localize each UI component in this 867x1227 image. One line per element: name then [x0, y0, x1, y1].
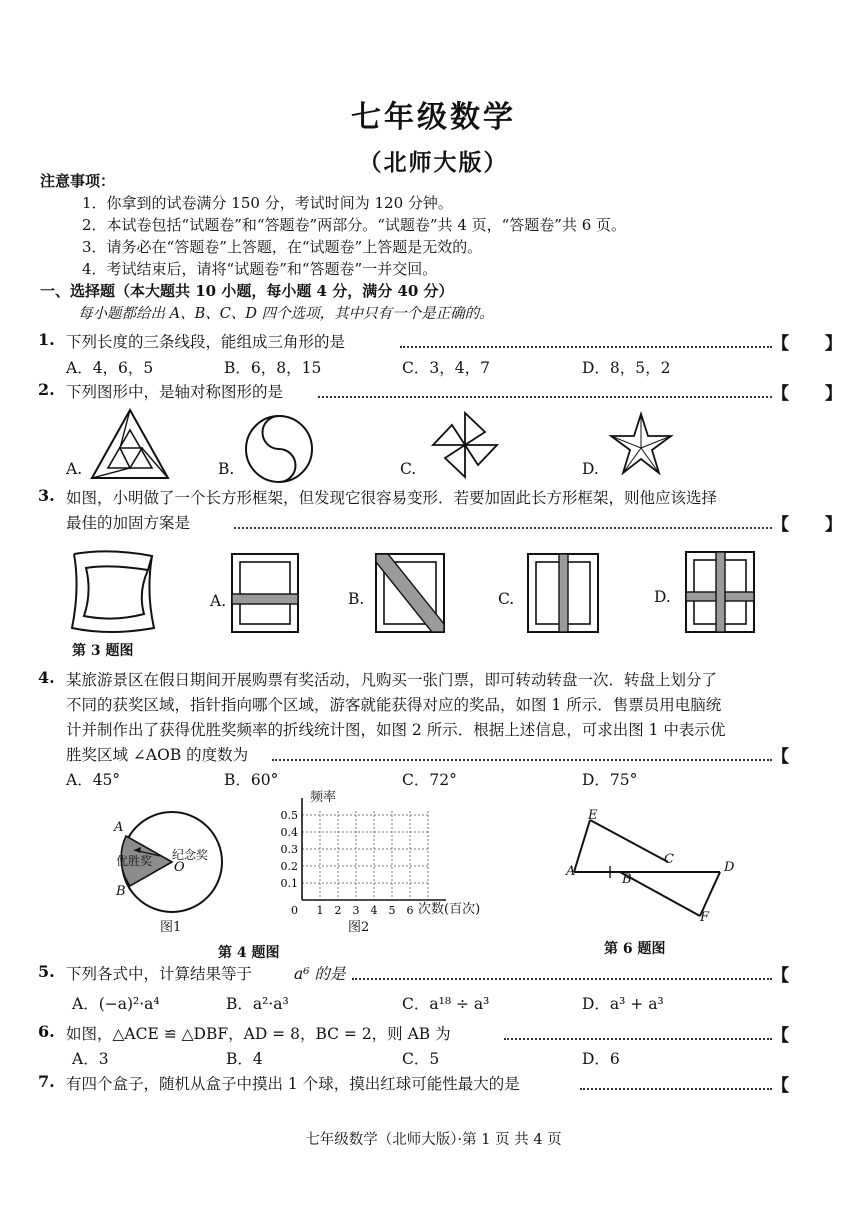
- figure-label: 图1: [160, 920, 182, 935]
- answer-leader: [234, 527, 772, 529]
- page-title: 七年级数学: [351, 100, 516, 135]
- frame-horizontal-brace-icon: [230, 552, 300, 634]
- question-number: 3.: [38, 486, 55, 505]
- frame-diagonal-brace-icon: [374, 552, 446, 634]
- frame-label-b: B.: [348, 590, 365, 608]
- point-label-c: C: [664, 852, 674, 867]
- triangle-figure-icon: [90, 408, 170, 480]
- page-footer: 七年级数学（北师大版）·第 1 页 共 4 页: [305, 1132, 562, 1148]
- option-b: B．6，8，15: [224, 359, 322, 377]
- frame-label-c: C.: [498, 590, 515, 608]
- question-number: 4.: [38, 668, 55, 687]
- option-b: B．4: [226, 1050, 263, 1068]
- option-a: A．(−a)²·a⁴: [72, 995, 160, 1013]
- answer-bracket-close: 】: [825, 334, 842, 354]
- point-label-f: F: [700, 910, 710, 925]
- question-text: 有四个盒子，随机从盒子中摸出 1 个球，摸出红球可能性最大的是: [66, 1075, 520, 1093]
- star-figure-icon: [608, 412, 674, 478]
- frame-label-d: D.: [654, 588, 671, 606]
- option-c: C．5: [402, 1050, 440, 1068]
- figure-label-a: A.: [66, 460, 83, 478]
- option-a: A．4，6，5: [66, 359, 154, 377]
- option-d: D．8，5，2: [582, 359, 671, 377]
- question-number: 5.: [38, 962, 55, 981]
- question-number: 6.: [38, 1022, 55, 1041]
- y-tick-label: 0.2: [280, 860, 298, 873]
- answer-leader: [580, 1088, 772, 1090]
- option-d: D．6: [582, 1050, 620, 1068]
- option-d: D．a³ + a³: [582, 995, 664, 1013]
- answer-bracket-open: 【: [772, 747, 789, 767]
- option-a: A．45°: [66, 771, 121, 789]
- x-tick-label: 3: [352, 904, 360, 917]
- winner-area-label: 优胜奖: [116, 854, 153, 868]
- question-text: 胜奖区域 ∠AOB 的度数为: [66, 746, 249, 764]
- question-text: 下列各式中，计算结果等于: [66, 965, 253, 983]
- answer-bracket-open: 【: [772, 1026, 789, 1046]
- answer-bracket-open: 【: [772, 966, 789, 986]
- congruent-triangles-figure-icon: [560, 808, 750, 926]
- figure-caption: 第 4 题图: [218, 945, 280, 961]
- answer-leader: [400, 346, 772, 348]
- frame-vertical-brace-icon: [526, 552, 600, 634]
- question-text: 最佳的加固方案是: [66, 514, 191, 532]
- answer-leader: [352, 978, 772, 980]
- answer-bracket-close: 】: [825, 515, 842, 535]
- note-item: 2．本试卷包括“试题卷”和“答题卷”两部分。“试题卷”共 4 页，“答题卷”共 6 页。: [82, 216, 627, 234]
- y-axis-label: 频率: [310, 790, 337, 805]
- answer-leader: [272, 759, 772, 761]
- option-c: C．72°: [402, 771, 457, 789]
- frame-cross-brace-icon: [684, 550, 756, 634]
- figure-caption: 第 6 题图: [604, 941, 666, 957]
- answer-leader: [318, 396, 772, 398]
- question-number: 2.: [38, 380, 55, 399]
- option-d: D．75°: [582, 771, 638, 789]
- x-axis-label: 次数(百次): [418, 902, 481, 917]
- point-label-b: B: [116, 884, 126, 899]
- deformed-frame-icon: [70, 548, 156, 634]
- note-item: 1．你拿到的试卷满分 150 分，考试时间为 120 分钟。: [82, 194, 453, 212]
- figure-label-d: D.: [582, 460, 599, 478]
- x-tick-label: 6: [406, 904, 414, 917]
- point-label-b: B: [622, 872, 632, 887]
- x-tick-label: 5: [388, 904, 396, 917]
- answer-leader: [504, 1038, 772, 1040]
- point-label-e: E: [588, 808, 598, 823]
- page-subtitle: （北师大版）: [358, 149, 509, 176]
- option-c: C．3，4，7: [402, 359, 490, 377]
- figure-label: 图2: [348, 920, 370, 935]
- origin-label: 0: [291, 904, 298, 917]
- point-label-o: O: [174, 860, 185, 875]
- option-a: A．3: [72, 1050, 109, 1068]
- question-number: 7.: [38, 1072, 55, 1091]
- souvenir-area-label: 纪念奖: [172, 848, 209, 862]
- point-label-d: D: [724, 860, 735, 875]
- note-item: 4．考试结束后，请将“试题卷”和“答题卷”一并交回。: [82, 260, 438, 278]
- y-tick-label: 0.1: [280, 877, 298, 890]
- option-b: B．a²·a³: [226, 995, 289, 1013]
- y-tick-label: 0.5: [280, 809, 298, 822]
- pinwheel-figure-icon: [430, 410, 500, 480]
- figure-label-c: C.: [400, 460, 417, 478]
- answer-bracket-open: 【: [772, 334, 789, 354]
- section-heading: 一、选择题（本大题共 10 小题，每小题 4 分，满分 40 分）: [40, 282, 454, 300]
- note-item: 3．请务必在“答题卷”上答题，在“试题卷”上答题是无效的。: [82, 238, 483, 256]
- question-number: 1.: [38, 330, 55, 349]
- section-subheading: 每小题都给出 A、B、C、D 四个选项，其中只有一个是正确的。: [78, 306, 494, 322]
- question-math: a⁶ 的是: [294, 965, 346, 983]
- option-c: C．a¹⁸ ÷ a³: [402, 995, 490, 1013]
- point-label-a: A: [566, 864, 576, 879]
- question-text: 下列长度的三条线段，能组成三角形的是: [66, 333, 346, 351]
- figure-label-b: B.: [218, 460, 235, 478]
- frame-label-a: A.: [210, 592, 227, 610]
- question-text: 下列图形中，是轴对称图形的是: [66, 383, 284, 401]
- y-tick-label: 0.3: [280, 843, 298, 856]
- answer-bracket-open: 【: [772, 1076, 789, 1096]
- question-text: 如图，△ACE ≌ △DBF，AD = 8，BC = 2，则 AB 为: [66, 1025, 451, 1043]
- question-text: 不同的获奖区域，指针指向哪个区域，游客就能获得对应的奖品，如图 1 所示．售票员用电脑统: [66, 696, 722, 714]
- answer-bracket-open: 【: [772, 515, 789, 535]
- option-b: B．60°: [224, 771, 279, 789]
- x-tick-label: 4: [370, 904, 378, 917]
- y-tick-label: 0.4: [280, 826, 298, 839]
- answer-bracket-close: 】: [825, 384, 842, 404]
- point-label-a: A: [114, 820, 124, 835]
- question-text: 如图，小明做了一个长方形框架，但发现它很容易变形．若要加固此长方形框架，则他应该选择: [66, 489, 718, 507]
- x-tick-label: 2: [334, 904, 342, 917]
- x-tick-label: 1: [316, 904, 324, 917]
- yin-yang-figure-icon: [244, 414, 314, 484]
- question-text: 计并制作出了获得优胜奖频率的折线统计图，如图 2 所示．根据上述信息，可求出图 1 中表示优: [66, 721, 726, 739]
- notes-heading: 注意事项：: [40, 172, 116, 190]
- answer-bracket-open: 【: [772, 384, 789, 404]
- figure-caption: 第 3 题图: [72, 643, 134, 659]
- question-text: 某旅游景区在假日期间开展购票有奖活动，凡购买一张门票，即可转动转盘一次．转盘上划分了: [66, 671, 718, 689]
